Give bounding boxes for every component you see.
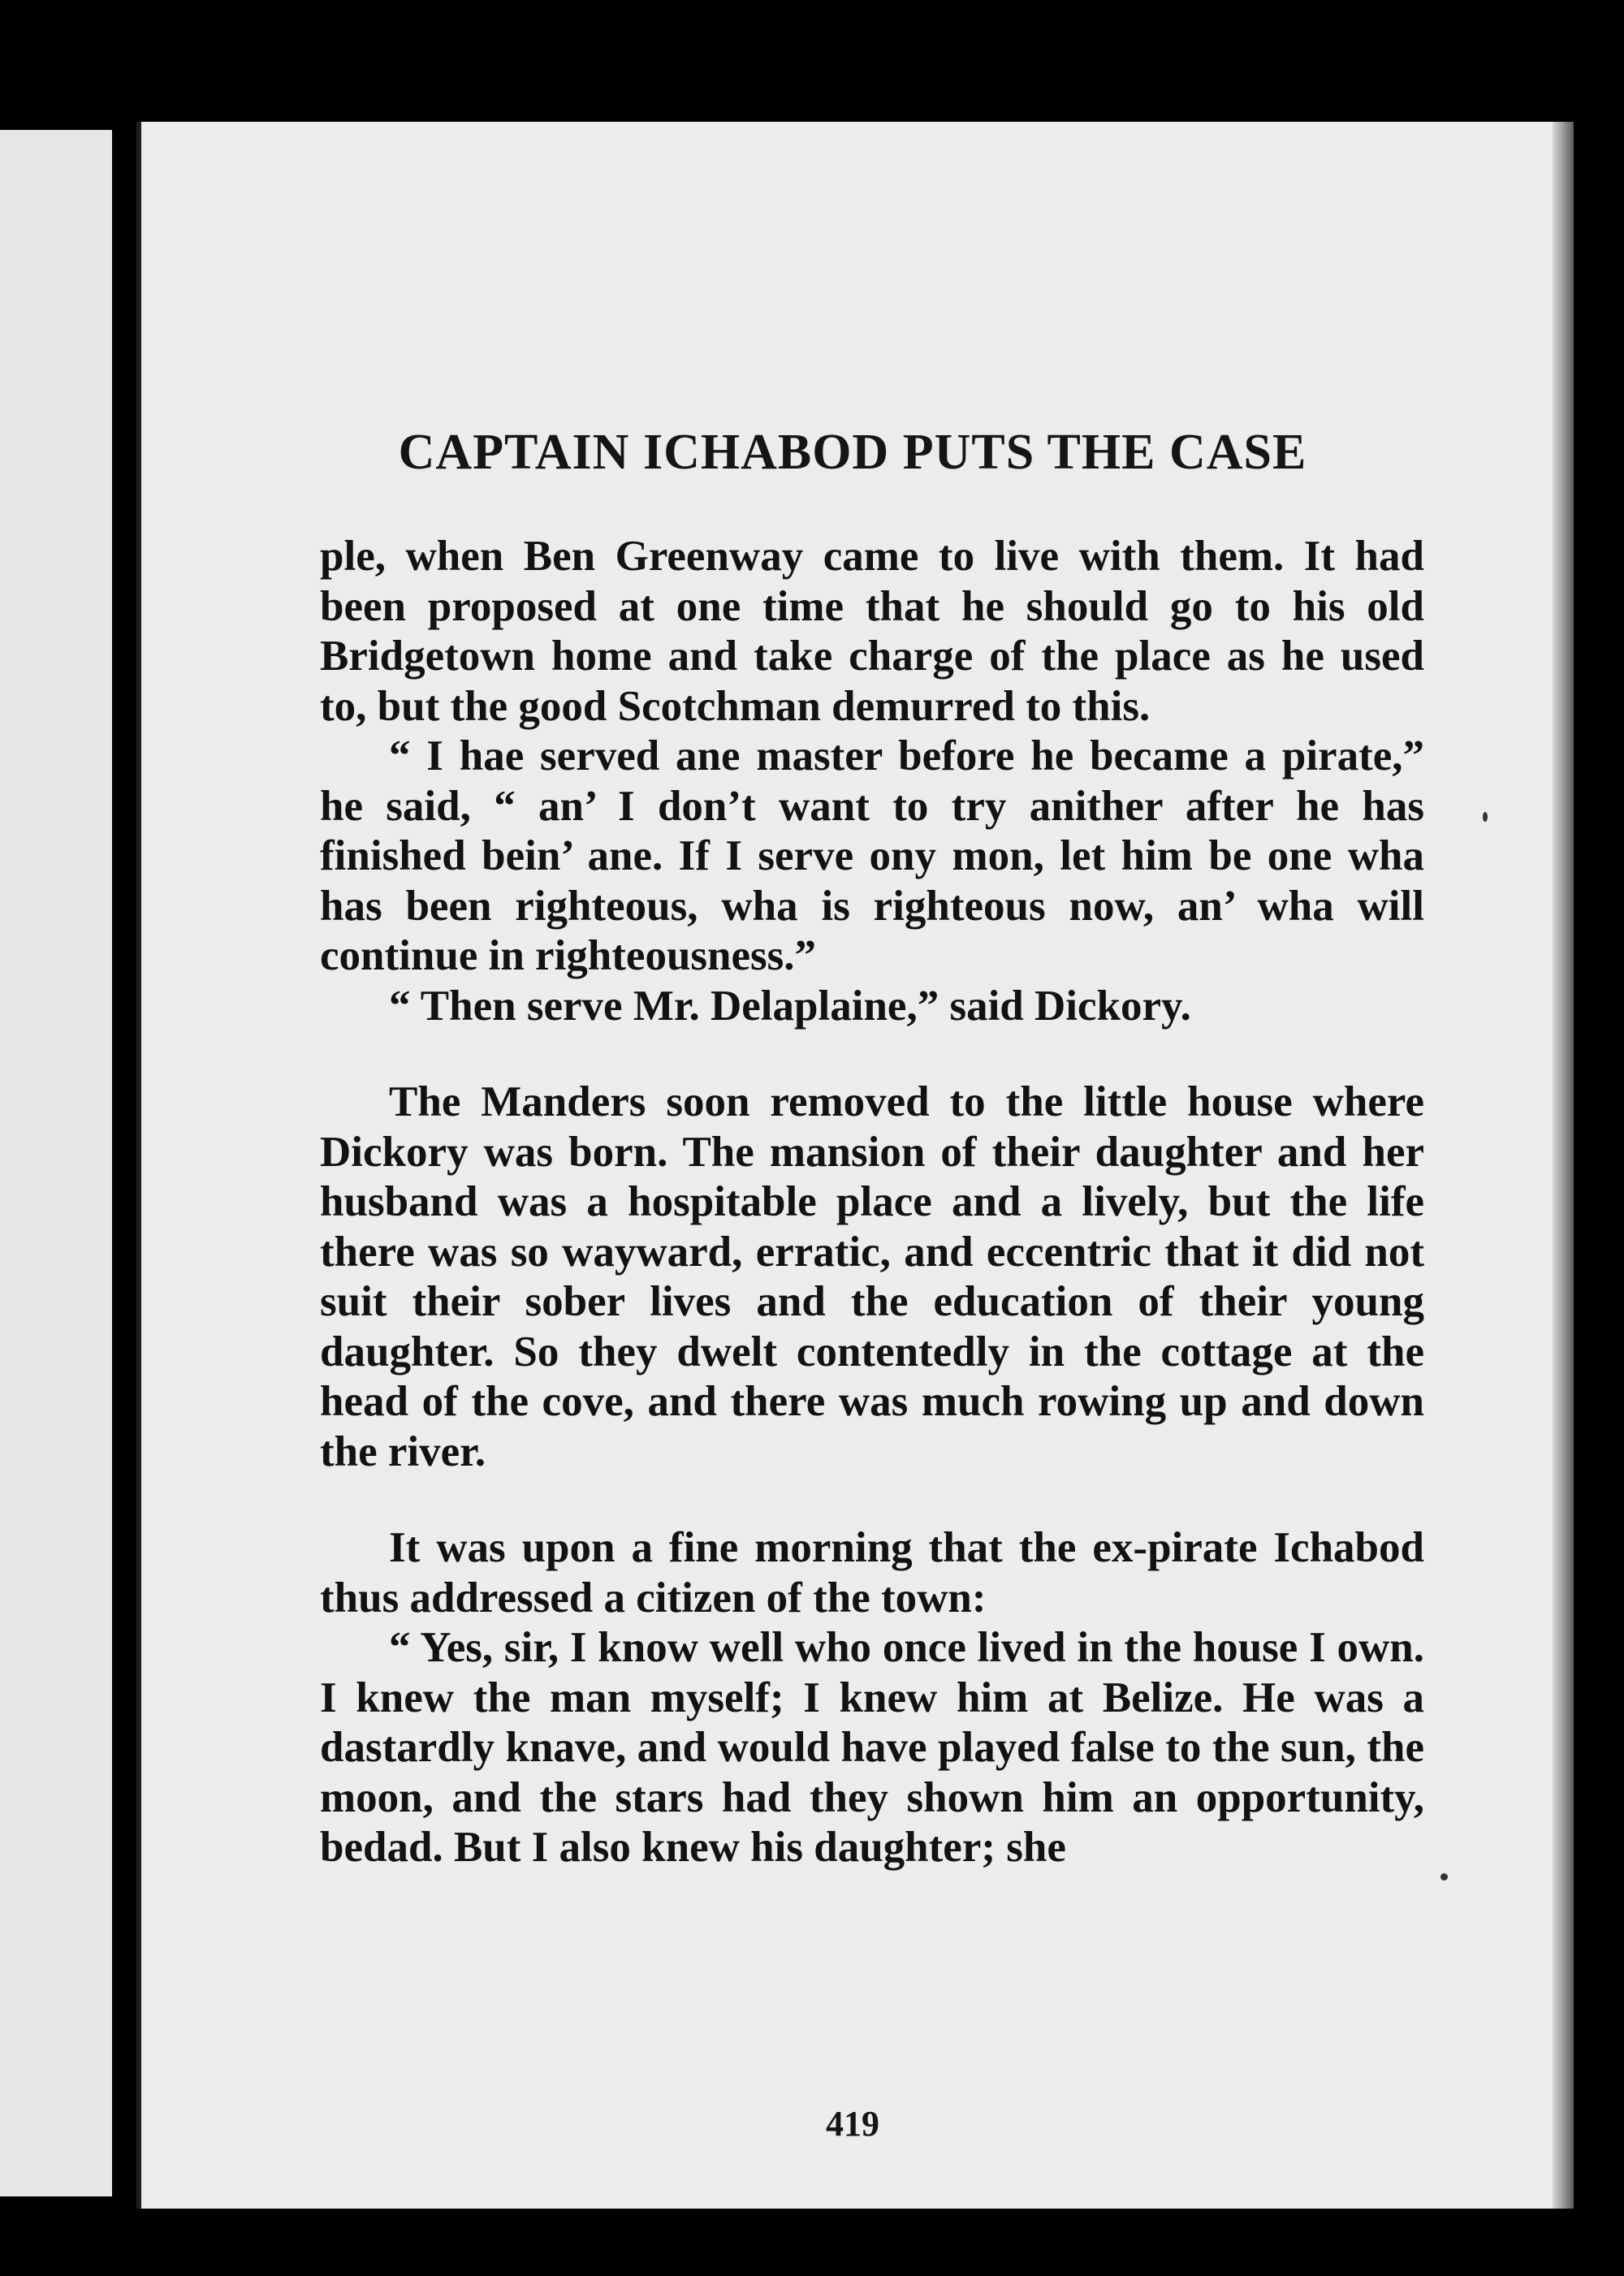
page-number: 419 <box>826 2104 879 2144</box>
facing-page-edge <box>0 130 112 2196</box>
running-head: CAPTAIN ICHABOD PUTS THE CASE <box>398 425 1307 480</box>
paragraph-4: The Manders soon removed to the little house where Dickory was born. The mansion of their daughter and her husband was a hospitable place and a lively, but the life there was so wayward, erratic, and eccentric that it did not suit their sober lives and the education of their young daughter. So they dwelt contentedly in the cottage at the head of the cove, and there was much rowing up and down the river. <box>320 1078 1424 1475</box>
paragraph-2: “ I hae served ane master before he became a pirate,” he said, “ an’ I don’t want to try anither after he has finished bein’ ane. If I serve ony mon, let him be one wha has been righteous, wha is righteous now, an’ wha will continue in righteousness.” <box>320 732 1424 979</box>
ink-speck <box>1483 812 1488 822</box>
paragraph-5: It was upon a fine morning that the ex-pirate Ichabod thus addressed a citizen of the town: <box>320 1524 1424 1622</box>
paragraph-1: ple, when Ben Greenway came to live with them. It had been proposed at one time that he should go to his old Bridgetown home and take charge of the place as he used to, but the good Scotchman demurred to this. <box>320 533 1424 730</box>
book-page <box>136 122 1559 2209</box>
paragraph-6: “ Yes, sir, I know well who once lived in the house I own. I knew the man myself; I knew him at Belize. He was a dastardly knave, and would have played false to the sun, the moon, and the stars had they shown him an opportunity, bedad. But I also knew his daughter; she <box>320 1624 1424 1871</box>
ink-speck <box>1440 1873 1448 1881</box>
body-text <box>320 532 1424 1873</box>
page-fore-edge <box>1553 122 1574 2209</box>
paragraph-3: “ Then serve Mr. Delaplaine,” said Dickory. <box>389 982 1191 1030</box>
